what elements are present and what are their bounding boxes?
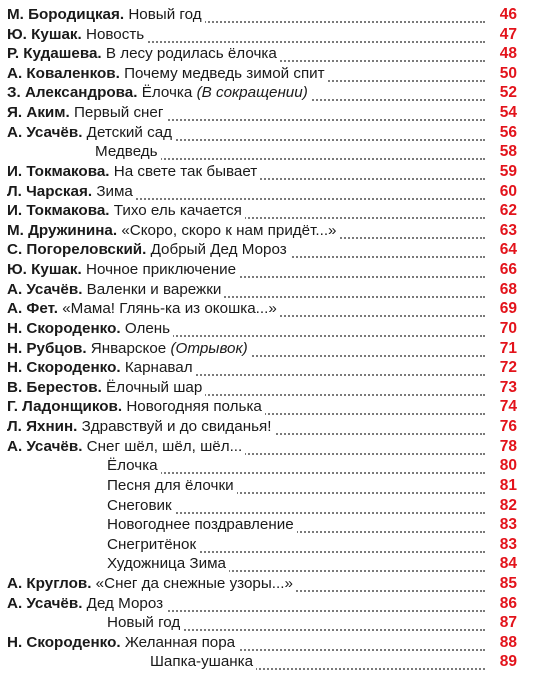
page-number: 82: [487, 495, 517, 517]
entry-author: Н. Скороденко.: [7, 633, 121, 651]
entry-title: Первый снег: [73, 104, 164, 122]
entry-title: Ёлочный шар: [106, 378, 203, 396]
entry-title: На свете так бывает: [113, 162, 258, 180]
page-number: 60: [487, 181, 517, 203]
entry-title: Почему медведь зимой спит: [124, 64, 325, 82]
entry-author: М. Бородицкая.: [7, 6, 125, 23]
entry-author: З. Александрова.: [7, 84, 138, 102]
entry-author: А. Усачёв.: [7, 594, 83, 612]
page-number: 59: [487, 161, 517, 183]
page-number: 46: [487, 4, 517, 26]
entry-author: А. Коваленков.: [7, 64, 120, 82]
page-number: 72: [487, 357, 517, 379]
entry-author: А. Усачёв.: [7, 280, 83, 298]
page-number: 83: [487, 534, 517, 556]
entry-title: Ёлочка: [141, 84, 193, 102]
entry-title: Снег шёл, шёл, шёл...: [86, 437, 243, 455]
entry-title: «Снег да снежные узоры...»: [95, 574, 293, 592]
entry-title: «Скоро, скоро к нам придёт...»: [121, 221, 337, 239]
page-number: 87: [487, 612, 517, 634]
entry-author: Г. Ладонщиков.: [7, 398, 123, 416]
page-number: 88: [487, 632, 517, 654]
entry-author: Л. Чарская.: [7, 182, 93, 200]
page-number: 63: [487, 220, 517, 242]
page-number: 68: [487, 279, 517, 301]
entry-title: В лесу родилась ёлочка: [105, 45, 277, 63]
entry-author: Р. Кудашева.: [7, 45, 102, 63]
entry-title: Художница Зима: [107, 555, 226, 573]
entry-title: Новогоднее поздравление: [107, 516, 294, 534]
entry-title: Снегритёнок: [107, 535, 197, 553]
entry-title: Ночное приключение: [85, 261, 237, 279]
entry-title: Зима: [96, 182, 133, 200]
page-number: 80: [487, 455, 517, 477]
entry-title: Ёлочка: [107, 457, 158, 475]
page-number: 85: [487, 573, 517, 595]
entry-author: А. Фет.: [7, 300, 58, 318]
entry-title: Песня для ёлочки: [107, 476, 234, 494]
entry-title: Валенки и варежки: [86, 280, 222, 298]
page-number: 69: [487, 298, 517, 320]
entry-title: Карнавал: [124, 359, 193, 377]
entry-author: Н. Скороденко.: [7, 319, 121, 337]
page-number: 76: [487, 416, 517, 438]
page-number: 64: [487, 239, 517, 261]
page-number: 89: [487, 651, 517, 673]
page-number: 70: [487, 318, 517, 340]
entry-title: Новый год: [107, 614, 181, 632]
page-number: 56: [487, 122, 517, 144]
page-number: 84: [487, 553, 517, 575]
entry-author: А. Усачёв.: [7, 437, 83, 455]
entry-author: Н. Скороденко.: [7, 359, 121, 377]
entry-author: М. Дружинина.: [7, 221, 118, 239]
page-number: 48: [487, 43, 517, 65]
page-number: 58: [487, 141, 517, 163]
entry-title: Здравствуй и до свиданья!: [81, 418, 272, 436]
entry-title: Снеговик: [107, 496, 172, 514]
entry-title: Детский сад: [86, 123, 172, 141]
entry-title: Новый год: [128, 6, 202, 23]
page-number: 52: [487, 82, 517, 104]
entry-author: И. Токмакова.: [7, 202, 110, 220]
entry-author: Ю. Кушак.: [7, 261, 82, 279]
entry-title: Тихо ель качается: [113, 202, 242, 220]
entry-title: Желанная пора: [124, 633, 236, 651]
page-number: 47: [487, 24, 517, 46]
page-number: 50: [487, 63, 517, 85]
entry-title: Шапка-ушанка: [150, 653, 254, 671]
entry-title: Дед Мороз: [86, 594, 164, 612]
entry-note: (Отрывок): [170, 339, 248, 357]
page-number: 62: [487, 200, 517, 222]
page-number: 78: [487, 436, 517, 458]
page-number: 81: [487, 475, 517, 497]
entry-title: Январское: [90, 339, 167, 357]
entry-note: (В сокращении): [196, 84, 308, 102]
page-number: 71: [487, 338, 517, 360]
entry-title: «Мама! Глянь-ка из окошка...»: [62, 300, 277, 318]
entry-author: А. Усачёв.: [7, 123, 83, 141]
page-number: 66: [487, 259, 517, 281]
entry-text: [150, 651, 256, 673]
entry-author: Ю. Кушак.: [7, 25, 82, 43]
entry-author: Н. Рубцов.: [7, 339, 87, 357]
page-number: 74: [487, 396, 517, 418]
entry-title: Новость: [85, 25, 145, 43]
entry-title: Добрый Дед Мороз: [150, 241, 287, 259]
page-number: 86: [487, 593, 517, 615]
entry-author: С. Погореловский.: [7, 241, 147, 259]
entry-author: В. Берестов.: [7, 378, 102, 396]
entry-author: А. Круглов.: [7, 574, 92, 592]
page-number: 54: [487, 102, 517, 124]
page-number: 73: [487, 377, 517, 399]
toc-entry[interactable]: [0, 651, 533, 673]
page-number: 83: [487, 514, 517, 536]
entry-author: И. Токмакова.: [7, 162, 110, 180]
entry-author: Я. Аким.: [7, 104, 70, 122]
entry-title: Медведь: [95, 143, 158, 161]
entry-title: Новогодняя полька: [126, 398, 262, 416]
entry-author: Л. Яхнин.: [7, 418, 78, 436]
entry-title: Олень: [124, 319, 171, 337]
